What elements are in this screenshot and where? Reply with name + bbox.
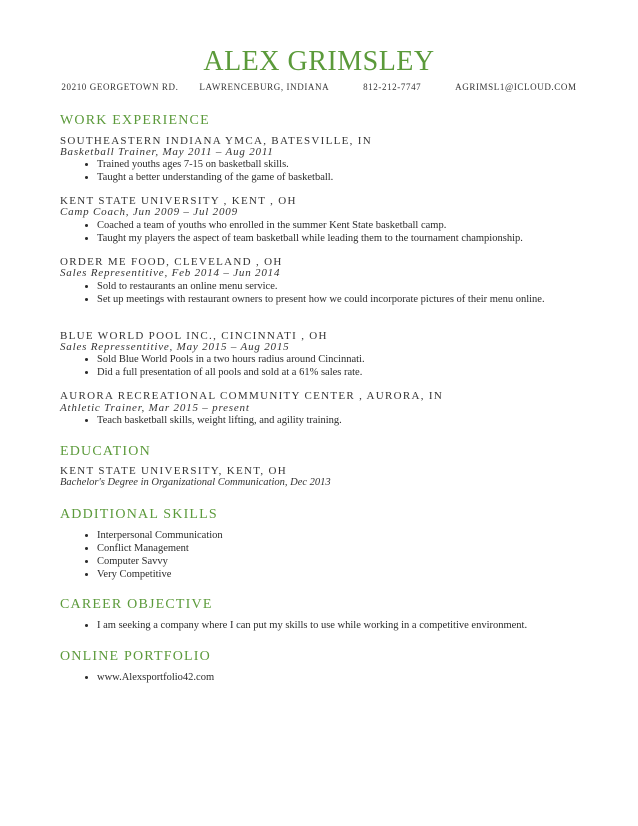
job-bullets [60,158,617,184]
list-item: • Taught a better understanding of the game of basketball. [97,171,617,184]
portfolio-list [60,671,617,684]
job-employer: SOUTHEASTERN INDIANA YMCA, BATESVILLE, IN [60,135,372,147]
portfolio-link[interactable]: • www.Alexsportfolio42.com [97,671,617,684]
online-portfolio-heading: ONLINE PORTFOLIO [60,649,211,664]
list-item: • Teach basketball skills, weight lifting, and agility training. [97,414,617,427]
list-item: • Taught my players the aspect of team basketball while leading them to the tournament championship. [97,232,617,245]
list-item: • Very Competitive [97,568,617,581]
list-item: • Sold Blue World Pools in a two hours radius around Cincinnati. [97,353,617,366]
career-objective-heading: CAREER OBJECTIVE [60,597,213,612]
list-item: • Computer Savvy [97,555,617,568]
job-role: Sales Representitive, Feb 2014 – Jun 2014 [60,267,281,279]
list-item: • Coached a team of youths who enrolled in the summer Kent State basketball camp. [97,219,617,232]
list-item: • Sold to restaurants an online menu service. [97,280,617,293]
work-experience-heading: WORK EXPERIENCE [60,113,210,128]
contact-phone: 812-212-7747 [363,82,422,92]
contact-line [0,82,638,92]
list-item: • Conflict Management [97,542,617,555]
education-heading: EDUCATION [60,444,151,459]
job-role: Camp Coach, Jun 2009 – Jul 2009 [60,206,238,218]
job-bullets [60,219,617,245]
job-bullets [60,414,617,427]
skills-list [60,529,617,581]
contact-city: LAWRENCEBURG, INDIANA [199,82,330,92]
job-employer: BLUE WORLD POOL INC., CINCINNATI , OH [60,330,328,342]
job-employer: KENT STATE UNIVERSITY , KENT , OH [60,195,297,207]
list-item: • Did a full presentation of all pools and sold at a 61% sales rate. [97,366,617,379]
contact-address: 20210 GEORGETOWN RD. [61,82,179,92]
job-role: Sales Repressentitive, May 2015 – Aug 2015 [60,341,290,353]
list-item: • I am seeking a company where I can put my skills to use while working in a competitive environment. [97,619,617,632]
additional-skills-heading: ADDITIONAL SKILLS [60,507,218,522]
job-role: Basketball Trainer, May 2011 – Aug 2011 [60,146,274,158]
resume-name: ALEX GRIMSLEY [203,46,435,77]
education-school: KENT STATE UNIVERSITY, KENT, OH [60,465,288,477]
job-employer: ORDER ME FOOD, CLEVELAND , OH [60,256,283,268]
list-item: • Trained youths ages 7-15 on basketball skills. [97,158,617,171]
list-item: • Interpersonal Communication [97,529,617,542]
education-degree: Bachelor's Degree in Organizational Communication, Dec 2013 [60,477,331,488]
list-item: • Set up meetings with restaurant owners to present how we could incorporate pictures of their menu online. [97,293,617,306]
job-bullets [60,280,617,306]
objective-list [60,619,617,632]
job-employer: AURORA RECREATIONAL COMMUNITY CENTER , AURORA, IN [60,390,444,402]
job-role: Athletic Trainer, Mar 2015 – present [60,402,250,414]
job-bullets [60,353,617,379]
contact-email: AGRIMSL1@ICLOUD.COM [455,82,577,92]
